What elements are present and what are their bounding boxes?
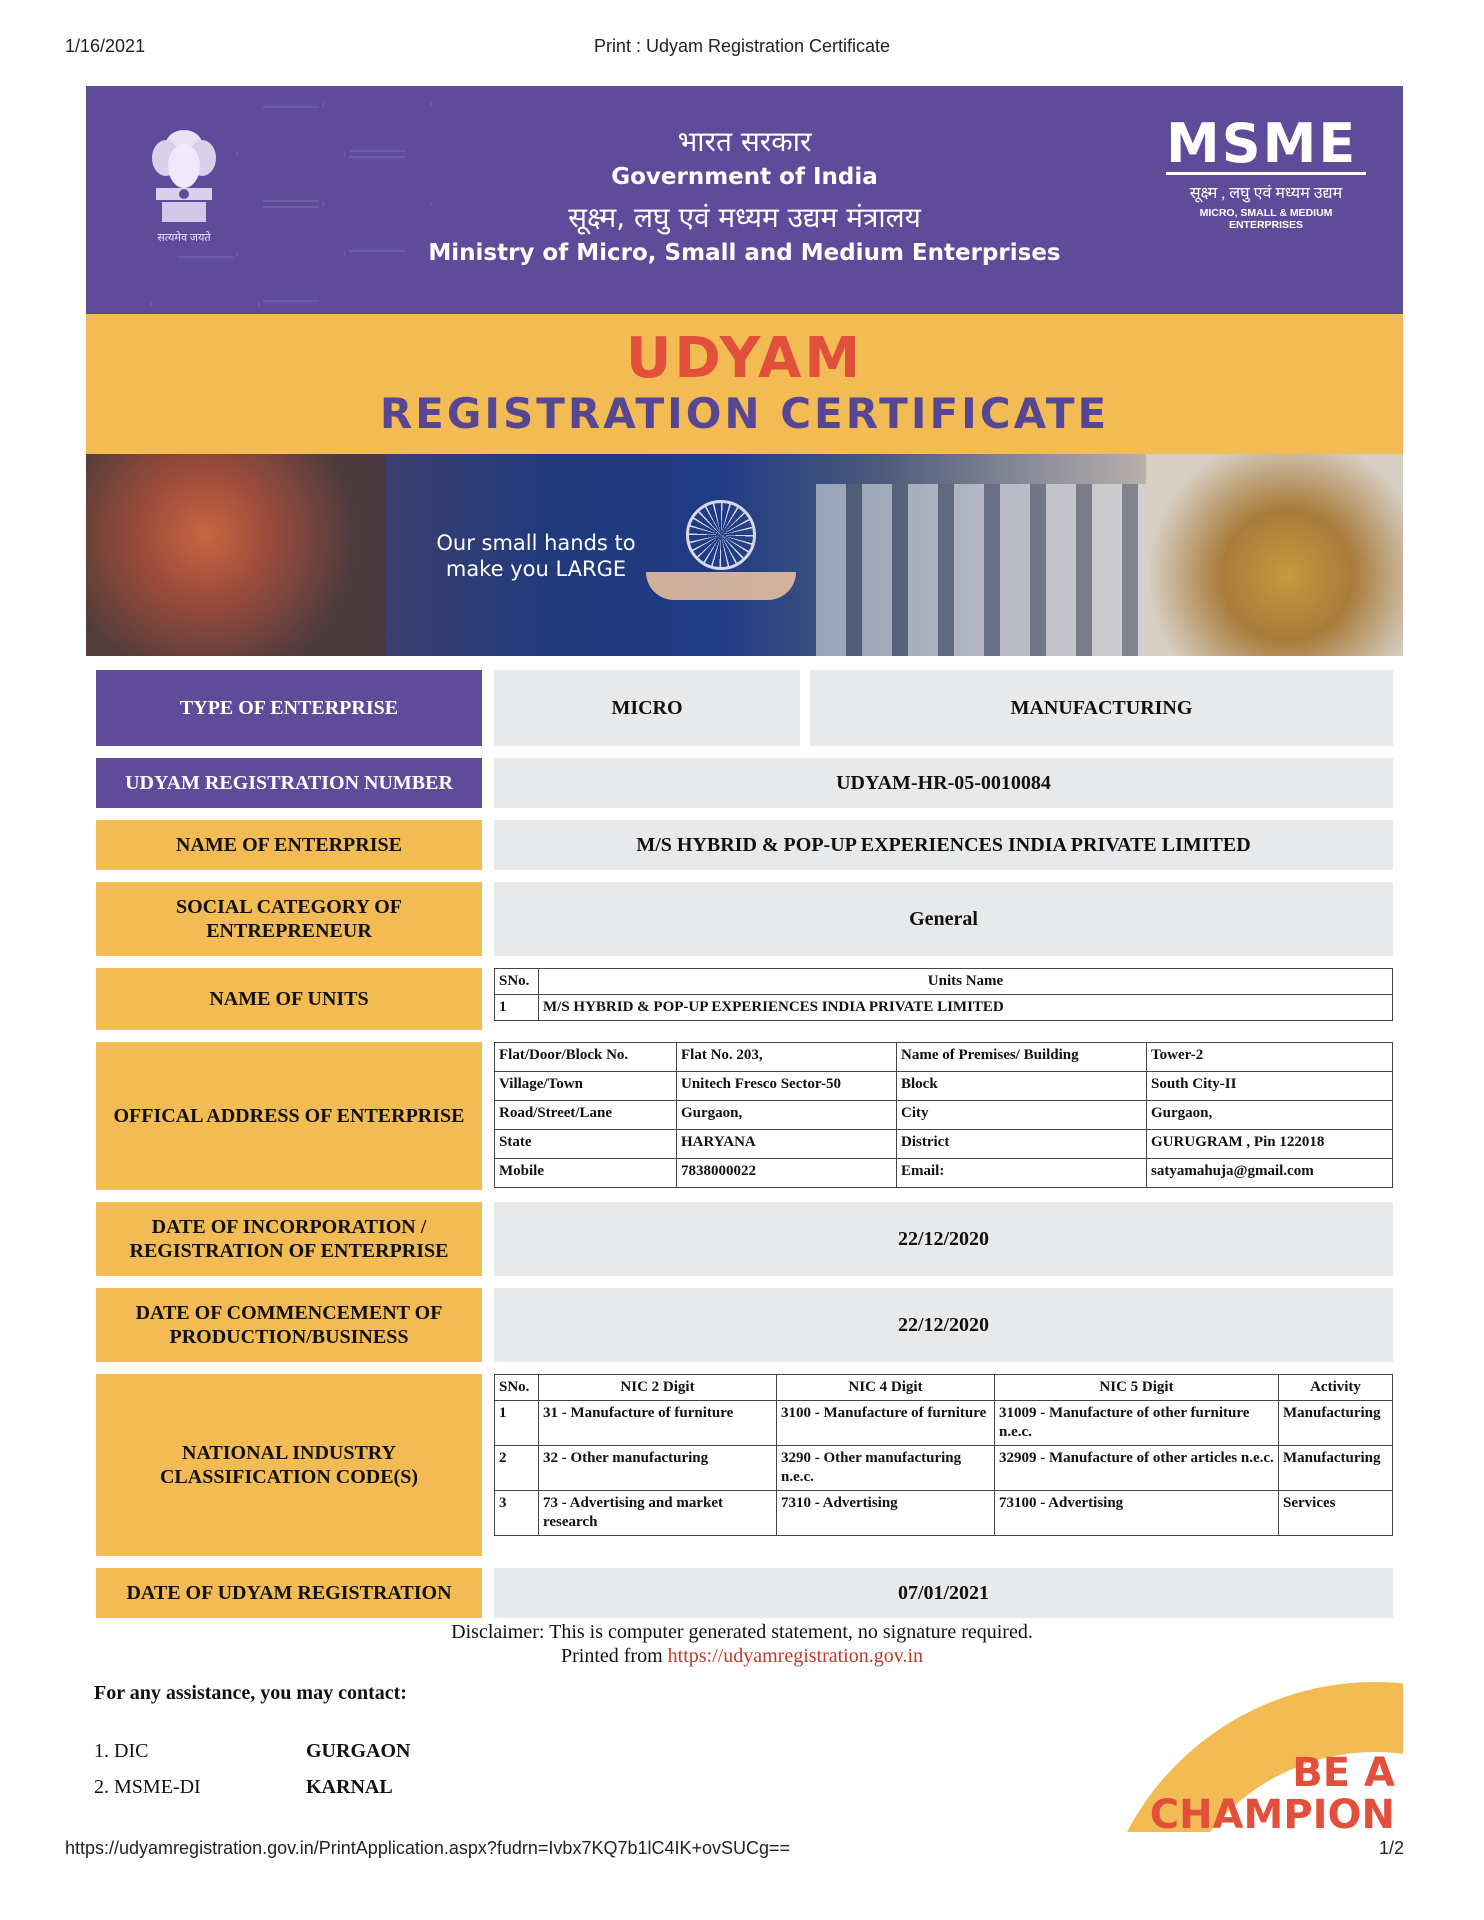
units-cell-name: M/S HYBRID & POP-UP EXPERIENCES INDIA PRIVATE LIMITED [539, 995, 1393, 1021]
row-nic [96, 1374, 1393, 1556]
nic-cell-2digit: 32 - Other manufacturing [539, 1446, 777, 1491]
hand-icon [646, 572, 796, 600]
nic-cell-activity: Manufacturing [1279, 1446, 1393, 1491]
msme-logo-word: MSME [1166, 118, 1366, 175]
row-units [96, 968, 1393, 1030]
commencement-date-label: DATE OF COMMENCEMENT OF PRODUCTION/BUSINESS [96, 1288, 482, 1362]
units-header-sno: SNo. [495, 969, 539, 995]
address-label: OFFICAL ADDRESS OF ENTERPRISE [96, 1042, 482, 1190]
gov-english: Government of India [611, 164, 878, 190]
address-key: Block [897, 1072, 1147, 1101]
row-commencement-date [96, 1288, 1393, 1362]
row-incorporation-date [96, 1202, 1393, 1276]
farm-photo [1146, 454, 1403, 656]
enterprise-name-value: M/S HYBRID & POP-UP EXPERIENCES INDIA PRIVATE LIMITED [494, 820, 1393, 870]
table-row [495, 1101, 1393, 1130]
nic-cell-sno: 2 [495, 1446, 539, 1491]
registration-number-label: UDYAM REGISTRATION NUMBER [96, 758, 482, 808]
address-value: 7838000022 [677, 1159, 897, 1188]
ministry-hindi: सूक्ष्म, लघु एवं मध्यम उद्यम मंत्रालय [568, 201, 921, 234]
address-value: Flat No. 203, [677, 1043, 897, 1072]
nic-cell-5digit: 32909 - Manufacture of other articles n.e.c. [995, 1446, 1279, 1491]
udyam-registration-date-label: DATE OF UDYAM REGISTRATION [96, 1568, 482, 1618]
print-date: 1/16/2021 [65, 36, 146, 56]
enterprise-type-label: TYPE OF ENTERPRISE [96, 670, 482, 746]
row-registration-number [96, 758, 1393, 808]
social-category-label: SOCIAL CATEGORY OF ENTREPRENEUR [96, 882, 482, 956]
units-cell-sno: 1 [495, 995, 539, 1021]
champion-line-1: BE A [1292, 1750, 1395, 1796]
address-value: Gurgaon, [1147, 1101, 1393, 1130]
nic-header-4digit: NIC 4 Digit [777, 1375, 995, 1401]
address-key: Road/Street/Lane [495, 1101, 677, 1130]
banner-photo [86, 454, 1403, 656]
address-value: South City-II [1147, 1072, 1393, 1101]
address-value: satyamahuja@gmail.com [1147, 1159, 1393, 1188]
address-value: HARYANA [677, 1130, 897, 1159]
champion-line-2: CHAMPION [1149, 1792, 1395, 1832]
address-key: Flat/Door/Block No. [495, 1043, 677, 1072]
address-key: Name of Premises/ Building [897, 1043, 1147, 1072]
print-header [0, 36, 1484, 60]
incorporation-date-value: 22/12/2020 [494, 1202, 1393, 1276]
certificate-title [86, 314, 1403, 454]
table-row [495, 1130, 1393, 1159]
title-udyam: UDYAM [625, 326, 864, 391]
chakra-icon [686, 500, 756, 570]
printed-from [0, 1644, 1484, 1668]
nic-header-2digit: NIC 2 Digit [539, 1375, 777, 1401]
enterprise-size-value: MICRO [494, 670, 800, 746]
table-row [495, 1072, 1393, 1101]
government-header [86, 86, 1403, 314]
title-registration-certificate: REGISTRATION CERTIFICATE [379, 389, 1110, 438]
banner-slogan: Our small hands to make you LARGE [436, 531, 636, 581]
printed-from-label: Printed from [561, 1645, 668, 1667]
address-value: Gurgaon, [677, 1101, 897, 1130]
enterprise-name-label: NAME OF ENTERPRISE [96, 820, 482, 870]
ministry-english: Ministry of Micro, Small and Medium Enterprises [428, 240, 1061, 266]
office-photo [816, 484, 1146, 656]
emblem-motto: सत्यमेव जयते [157, 232, 211, 244]
units-table [494, 968, 1393, 1021]
nic-cell-4digit: 3290 - Other manufacturing n.e.c. [777, 1446, 995, 1491]
contact-value: KARNAL [306, 1776, 393, 1798]
nic-header-5digit: NIC 5 Digit [995, 1375, 1279, 1401]
table-row [495, 1446, 1393, 1491]
disclaimer [0, 1620, 1484, 1668]
nic-cell-5digit: 73100 - Advertising [995, 1491, 1279, 1536]
contact-key: 1. DIC [94, 1740, 149, 1762]
nic-cell-sno: 3 [495, 1491, 539, 1536]
address-key: Mobile [495, 1159, 677, 1188]
portal-link[interactable]: https://udyamregistration.gov.in [667, 1645, 923, 1667]
social-category-value: General [494, 882, 1393, 956]
artisan-photo [86, 454, 386, 656]
msme-logo [1166, 112, 1366, 231]
address-key: Village/Town [495, 1072, 677, 1101]
table-row [495, 995, 1393, 1021]
nic-cell-2digit: 31 - Manufacture of furniture [539, 1401, 777, 1446]
msme-logo-hindi: सूक्ष्म , लघु एवं मध्यम उद्यम [1189, 185, 1343, 202]
gov-hindi: भारत सरकार [677, 125, 812, 158]
udyam-registration-date-value: 07/01/2021 [494, 1568, 1393, 1618]
row-address [96, 1042, 1393, 1190]
nic-label: NATIONAL INDUSTRY CLASSIFICATION CODE(S) [96, 1374, 482, 1556]
nic-cell-2digit: 73 - Advertising and market research [539, 1491, 777, 1536]
print-title: Print : Udyam Registration Certificate [593, 36, 891, 56]
row-enterprise-type [96, 670, 1393, 746]
champion-badge [1095, 1682, 1403, 1832]
nic-cell-5digit: 31009 - Manufacture of other furniture n.e.c. [995, 1401, 1279, 1446]
incorporation-date-label: DATE OF INCORPORATION / REGISTRATION OF ENTERPRISE [96, 1202, 482, 1276]
msme-logo-english: MICRO, SMALL & MEDIUM ENTERPRISES [1199, 207, 1333, 231]
enterprise-category-value: MANUFACTURING [810, 670, 1393, 746]
nic-cell-sno: 1 [495, 1401, 539, 1446]
print-url: https://udyamregistration.gov.in/PrintApplication.aspx?fudrn=Ivbx7KQ7b1lC4IK+ovSUCg== [65, 1838, 791, 1858]
row-social-category [96, 882, 1393, 956]
page-number: 1/2 [1378, 1838, 1404, 1858]
contact-value: GURGAON [306, 1740, 411, 1762]
table-row [495, 1401, 1393, 1446]
address-value: GURUGRAM , Pin 122018 [1147, 1130, 1393, 1159]
address-key: Email: [897, 1159, 1147, 1188]
registration-number-value: UDYAM-HR-05-0010084 [494, 758, 1393, 808]
units-label: NAME OF UNITS [96, 968, 482, 1030]
row-enterprise-name [96, 820, 1393, 870]
table-row [495, 1159, 1393, 1188]
nic-header-sno: SNo. [495, 1375, 539, 1401]
nic-cell-activity: Manufacturing [1279, 1401, 1393, 1446]
address-key: City [897, 1101, 1147, 1130]
nic-cell-4digit: 7310 - Advertising [777, 1491, 995, 1536]
address-table [494, 1042, 1393, 1188]
nic-cell-activity: Services [1279, 1491, 1393, 1536]
address-key: State [495, 1130, 677, 1159]
assistance-heading: For any assistance, you may contact: [94, 1682, 407, 1704]
disclaimer-text: Disclaimer: This is computer generated statement, no signature required. [451, 1621, 1033, 1643]
address-key: District [897, 1130, 1147, 1159]
table-row [495, 1043, 1393, 1072]
address-value: Tower-2 [1147, 1043, 1393, 1072]
commencement-date-value: 22/12/2020 [494, 1288, 1393, 1362]
nic-header-activity: Activity [1279, 1375, 1393, 1401]
row-udyam-registration-date [96, 1568, 1393, 1618]
table-row [495, 1491, 1393, 1536]
units-header-name: Units Name [539, 969, 1393, 995]
nic-table [494, 1374, 1393, 1536]
nic-cell-4digit: 3100 - Manufacture of furniture [777, 1401, 995, 1446]
champion-text [1150, 1752, 1395, 1832]
contact-key: 2. MSME-DI [94, 1776, 201, 1798]
address-value: Unitech Fresco Sector-50 [677, 1072, 897, 1101]
